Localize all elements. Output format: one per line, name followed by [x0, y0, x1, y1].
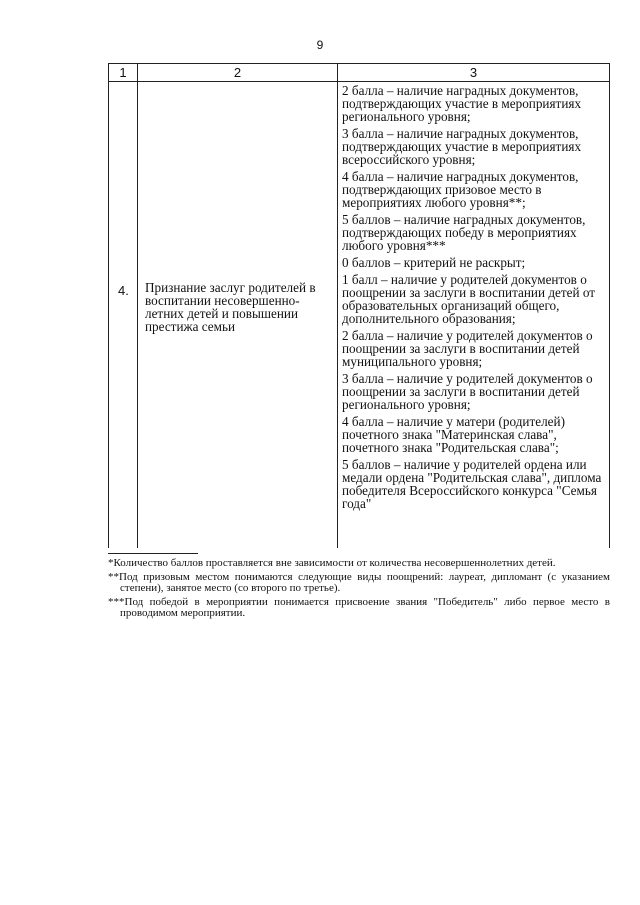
row4-criterion: 0 баллов – критерий не раскрыт;: [342, 255, 526, 270]
row-number: 4.: [118, 283, 129, 298]
header-col-2: 2: [138, 64, 338, 81]
table-header-row: [108, 63, 610, 82]
column-divider: [137, 82, 138, 548]
continued-criterion: 3 балла – наличие наградных документов, подтверждающих участие в мероприятиях всероссийского уровня;: [342, 126, 582, 167]
page-number: 9: [316, 38, 324, 52]
column-divider: [337, 82, 338, 548]
continued-criterion: 5 баллов – наличие наградных документов, подтверждающих победу в мероприятиях любого уровня***: [342, 212, 586, 253]
footnote: *Количество баллов проставляется вне зависимости от количества несовершеннолетних детей.: [108, 557, 556, 569]
header-col-3: 3: [469, 65, 478, 80]
table-body: [108, 82, 610, 548]
row4-criterion: 4 балла – наличие у матери (родителей) почетного знака "Материнская слава", почетного знака "Родительская слава";: [342, 414, 565, 455]
row4-criterion: 3 балла – наличие у родителей документов о поощрении за заслуги в воспитании детей регионального уровня;: [342, 371, 593, 412]
criteria-table: [108, 63, 610, 548]
continued-criterion: 4 балла – наличие наградных документов, подтверждающих призовое место в мероприятиях любого уровня**;: [342, 169, 579, 210]
criteria-column: [342, 84, 607, 514]
row4-criterion: 1 балл – наличие у родителей документов о поощрении за заслуги в воспитании детей от образовательных организаций общего, дополнительного образования;: [342, 272, 596, 326]
footnotes: [108, 558, 610, 622]
row4-criterion: 2 балла – наличие у родителей документов о поощрении за заслуги в воспитании детей муниципального уровня;: [342, 328, 593, 369]
footnote: ***Под победой в мероприятии понимается присвоение звания "Победитель" либо первое место в проводимом мероприятии.: [108, 595, 610, 619]
header-col-1: 1: [109, 64, 138, 81]
row-title: Признание заслуг родителей в воспитании несовершенно-летних детей и повышении престижа семьи: [145, 280, 316, 334]
footnote-separator: [108, 553, 198, 554]
footnote: **Под призовым местом понимаются следующие виды поощрений: лауреат, дипломант (с указанием степени), занятое место (со второго по третье).: [108, 570, 610, 594]
row4-criterion: 5 баллов – наличие у родителей ордена или медали ордена "Родительская слава", диплома победителя Всероссийского конкурса "Семья года": [342, 457, 602, 511]
continued-criterion: 2 балла – наличие наградных документов, подтверждающих участие в мероприятиях регионального уровня;: [342, 83, 582, 124]
